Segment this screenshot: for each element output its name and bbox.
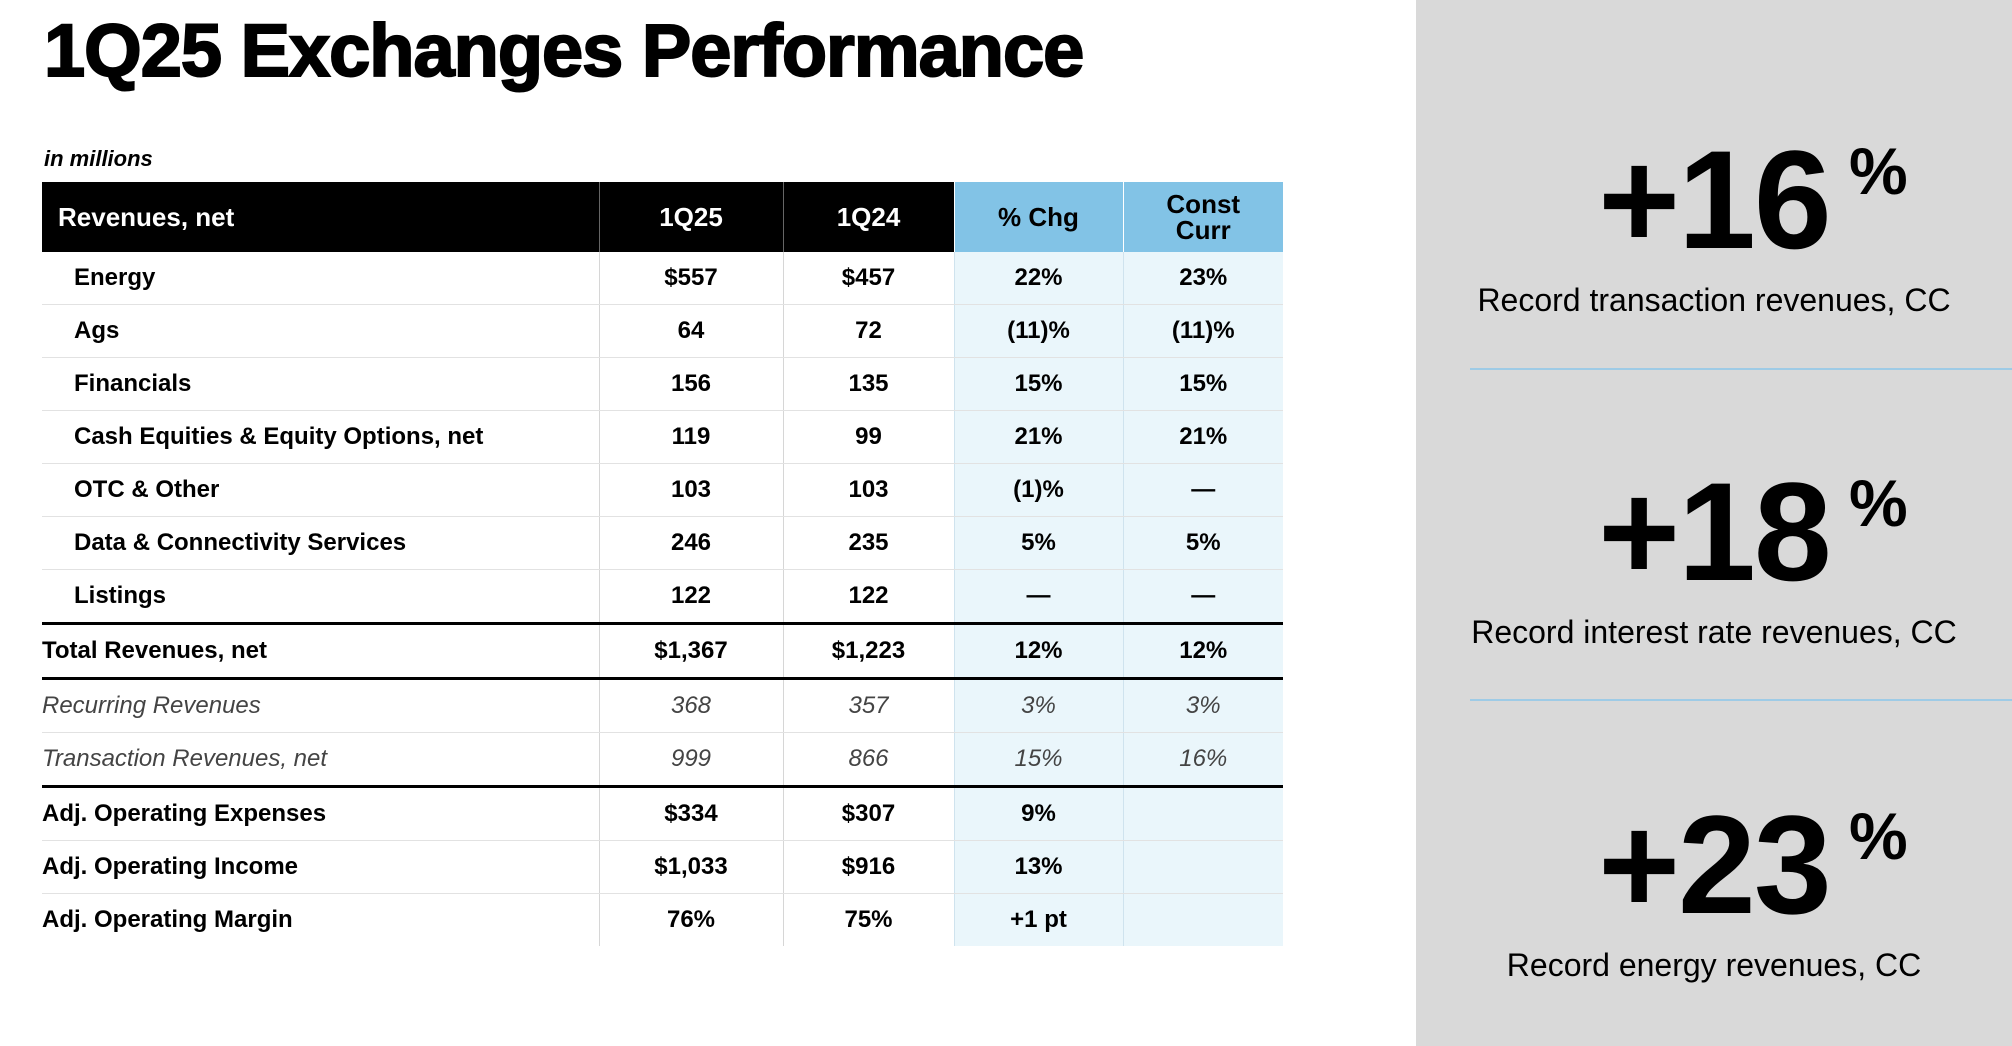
row-label: Adj. Operating Expenses [42, 787, 599, 841]
table-row-ags [42, 305, 1283, 358]
table-row-adj-operating-income [42, 841, 1283, 894]
cell-pct-chg: (1)% [954, 464, 1123, 517]
cell-1q25: 999 [599, 733, 783, 787]
revenues-table [42, 182, 1283, 946]
highlight-number: +16 [1598, 121, 1830, 278]
table-row-recurring-revenues [42, 679, 1283, 733]
cell-const-curr: 12% [1123, 624, 1283, 679]
cell-const-curr: (11)% [1123, 305, 1283, 358]
cell-1q25: $557 [599, 252, 783, 305]
row-label: Recurring Revenues [42, 679, 599, 733]
cell-const-curr [1123, 841, 1283, 894]
cell-pct-chg: 13% [954, 841, 1123, 894]
highlight-caption: Record interest rate revenues, CC [1471, 614, 1957, 650]
cell-1q25: 156 [599, 358, 783, 411]
col-header-const-curr [1123, 182, 1283, 252]
cell-1q24: 235 [783, 517, 954, 570]
cell-pct-chg: 22% [954, 252, 1123, 305]
row-label: Listings [42, 570, 599, 624]
row-label: Adj. Operating Margin [42, 906, 293, 933]
row-label: Energy [42, 252, 599, 305]
cell-1q25: 122 [599, 570, 783, 624]
highlight-caption: Record energy revenues, CC [1506, 947, 1922, 983]
table-row-cash-equities [42, 411, 1283, 464]
row-label: Adj. Operating Income [42, 841, 599, 894]
cell-1q24: 135 [783, 358, 954, 411]
highlight-number: +23 [1598, 786, 1830, 943]
cell-const-curr: 5% [1123, 517, 1283, 570]
cell-1q24: 75% [783, 894, 954, 947]
row-label: Total Revenues, net [42, 624, 599, 679]
cell-pct-chg: 15% [954, 733, 1123, 787]
cell-const-curr: 21% [1123, 411, 1283, 464]
units-note: in millions [44, 146, 153, 171]
table-header-row [42, 182, 1283, 252]
table-row-transaction-revenues [42, 733, 1283, 787]
cell-pct-chg: — [954, 570, 1123, 624]
cell-const-curr: — [1123, 464, 1283, 517]
cell-1q25: 76% [599, 894, 783, 947]
highlight-value [1598, 786, 1906, 943]
cell-1q24: $457 [783, 252, 954, 305]
row-label: Transaction Revenues, net [42, 733, 599, 787]
cell-1q24: $1,223 [783, 624, 954, 679]
percent-sign: % [1849, 466, 1906, 540]
table-row-financials [42, 358, 1283, 411]
cell-1q25: $334 [599, 787, 783, 841]
cell-1q25: 368 [599, 679, 783, 733]
highlight-value [1598, 453, 1906, 610]
table-row-energy [42, 252, 1283, 305]
percent-sign: % [1849, 799, 1906, 873]
table-row-data-connectivity [42, 517, 1283, 570]
highlight-number: +18 [1598, 453, 1830, 610]
cell-pct-chg: (11)% [954, 305, 1123, 358]
cell-1q24: 122 [783, 570, 954, 624]
cell-const-curr: 15% [1123, 358, 1283, 411]
cell-pct-chg: 15% [954, 358, 1123, 411]
cell-1q24: 866 [783, 733, 954, 787]
col-header-1q24: 1Q24 [783, 182, 954, 252]
highlight-energy [1416, 786, 2012, 984]
cell-pct-chg: 5% [954, 517, 1123, 570]
cell-pct-chg: 3% [954, 679, 1123, 733]
cell-pct-chg: 21% [954, 411, 1123, 464]
row-label: OTC & Other [42, 464, 599, 517]
highlight-value [1598, 121, 1906, 278]
highlight-divider [1470, 699, 2012, 701]
cell-1q24: 72 [783, 305, 954, 358]
cell-1q24: $916 [783, 841, 954, 894]
cell-const-curr: 3% [1123, 679, 1283, 733]
cell-const-curr [1123, 787, 1283, 841]
cell-const-curr: — [1123, 570, 1283, 624]
const-curr-label: Const Curr [1166, 189, 1241, 245]
table-row-listings [42, 570, 1283, 624]
highlight-interest-rate [1416, 453, 2012, 651]
cell-pct-chg: 9% [954, 787, 1123, 841]
row-label: Ags [42, 305, 599, 358]
highlights-panel [1416, 0, 2012, 1046]
cell-1q25: $1,033 [599, 841, 783, 894]
cell-1q25: 119 [599, 411, 783, 464]
highlight-divider [1470, 368, 2012, 370]
cell-const-curr: 16% [1123, 733, 1283, 787]
highlight-caption: Record transaction revenues, CC [1477, 282, 1951, 318]
col-header-revenues: Revenues, net [42, 182, 599, 252]
cell-1q24: $307 [783, 787, 954, 841]
percent-sign: % [1849, 134, 1906, 208]
row-label: Financials [42, 358, 599, 411]
cell-1q25: 246 [599, 517, 783, 570]
cell-const-curr [1123, 894, 1283, 947]
col-header-pct-chg: % Chg [954, 182, 1123, 252]
highlight-transaction [1416, 121, 2012, 319]
cell-1q24: 99 [783, 411, 954, 464]
table-row-adj-operating-expenses [42, 787, 1283, 841]
cell-1q25: $1,367 [599, 624, 783, 679]
cell-1q24: 357 [783, 679, 954, 733]
table-row-total-revenues [42, 624, 1283, 679]
cell-1q24: 103 [783, 464, 954, 517]
table-row-otc-other [42, 464, 1283, 517]
row-label: Cash Equities & Equity Options, net [42, 411, 599, 464]
row-label: Data & Connectivity Services [42, 517, 599, 570]
col-header-1q25: 1Q25 [599, 182, 783, 252]
table-row-adj-operating-margin [42, 894, 1283, 947]
page-title: 1Q25 Exchanges Performance [44, 9, 1084, 92]
cell-pct-chg: 12% [954, 624, 1123, 679]
cell-const-curr: 23% [1123, 252, 1283, 305]
cell-pct-chg: +1 pt [954, 894, 1123, 947]
cell-1q25: 103 [599, 464, 783, 517]
cell-1q25: 64 [599, 305, 783, 358]
